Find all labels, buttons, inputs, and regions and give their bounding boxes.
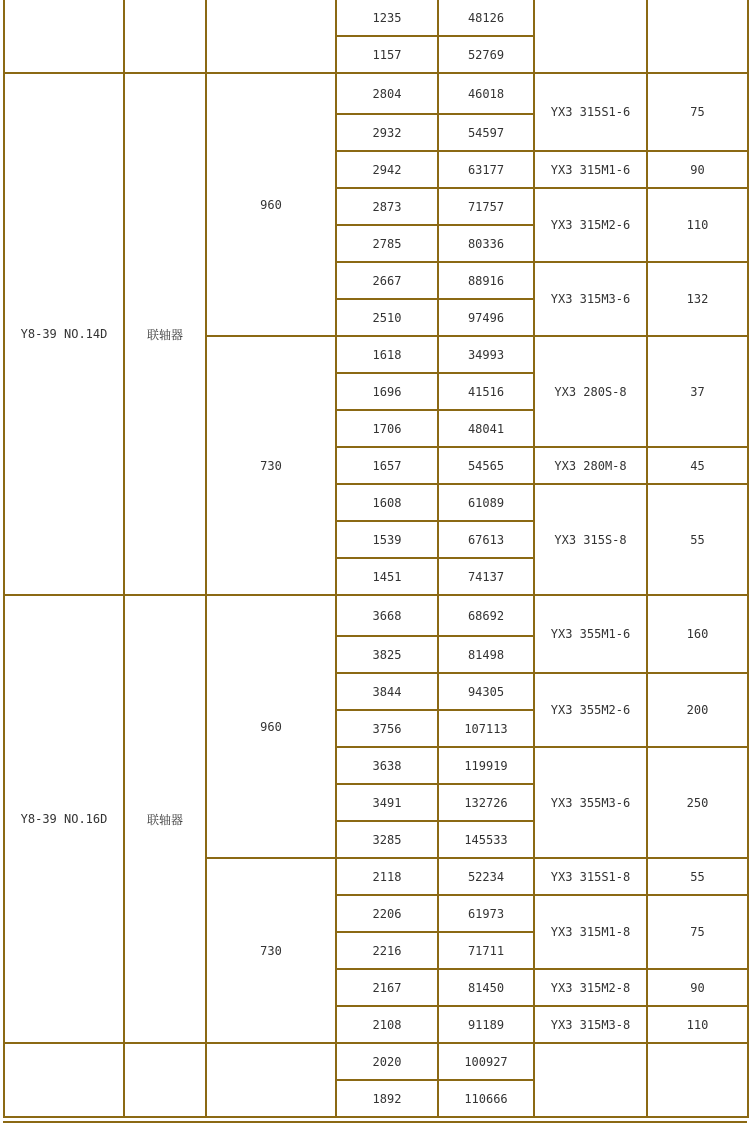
- flow-cell: 1696: [336, 373, 438, 410]
- pressure-cell: 107113: [438, 710, 534, 747]
- speed-cell: 960: [206, 595, 336, 858]
- motor-model-cell: [534, 1043, 647, 1117]
- table-body: [4, 0, 748, 1117]
- motor-model-cell: YX3 315M2-8: [534, 969, 647, 1006]
- pressure-cell: 74137: [438, 558, 534, 595]
- motor-power-cell: [647, 1043, 748, 1117]
- drive-type-cell: [124, 1043, 206, 1117]
- pressure-cell: 46018: [438, 73, 534, 114]
- flow-cell: 2667: [336, 262, 438, 299]
- table-row: [4, 0, 748, 36]
- motor-power-cell: 45: [647, 447, 748, 484]
- motor-model-cell: YX3 315S1-6: [534, 73, 647, 151]
- pressure-cell: 110666: [438, 1080, 534, 1117]
- flow-cell: 2216: [336, 932, 438, 969]
- pressure-cell: 61973: [438, 895, 534, 932]
- motor-model-cell: YX3 315M2-6: [534, 188, 647, 262]
- motor-power-cell: 110: [647, 1006, 748, 1043]
- flow-cell: 2873: [336, 188, 438, 225]
- model-cell: Y8-39 NO.16D: [4, 595, 124, 1043]
- flow-cell: 2167: [336, 969, 438, 1006]
- motor-model-cell: YX3 315S-8: [534, 484, 647, 595]
- flow-cell: 2510: [336, 299, 438, 336]
- speed-cell: 730: [206, 858, 336, 1043]
- motor-model-cell: YX3 315M1-6: [534, 151, 647, 188]
- motor-model-cell: YX3 355M1-6: [534, 595, 647, 673]
- table-bottom-edge: [3, 1121, 747, 1123]
- pressure-cell: 48041: [438, 410, 534, 447]
- pressure-cell: 97496: [438, 299, 534, 336]
- pressure-cell: 81498: [438, 636, 534, 673]
- motor-power-cell: 200: [647, 673, 748, 747]
- pressure-cell: 119919: [438, 747, 534, 784]
- fan-spec-table: [3, 0, 749, 1118]
- flow-cell: 1451: [336, 558, 438, 595]
- motor-power-cell: 75: [647, 895, 748, 969]
- motor-model-cell: YX3 315M3-6: [534, 262, 647, 336]
- table-row: [4, 1043, 748, 1080]
- flow-cell: 1706: [336, 410, 438, 447]
- pressure-cell: 52234: [438, 858, 534, 895]
- flow-cell: 2932: [336, 114, 438, 151]
- flow-cell: 1618: [336, 336, 438, 373]
- pressure-cell: 81450: [438, 969, 534, 1006]
- flow-cell: 3844: [336, 673, 438, 710]
- pressure-cell: 100927: [438, 1043, 534, 1080]
- pressure-cell: 48126: [438, 0, 534, 36]
- motor-power-cell: 110: [647, 188, 748, 262]
- flow-cell: 1657: [336, 447, 438, 484]
- speed-cell: 730: [206, 336, 336, 595]
- motor-power-cell: 160: [647, 595, 748, 673]
- flow-cell: 2206: [336, 895, 438, 932]
- pressure-cell: 41516: [438, 373, 534, 410]
- motor-power-cell: 132: [647, 262, 748, 336]
- flow-cell: 2118: [336, 858, 438, 895]
- model-cell: [4, 1043, 124, 1117]
- motor-power-cell: 55: [647, 858, 748, 895]
- pressure-cell: 80336: [438, 225, 534, 262]
- flow-cell: 2785: [336, 225, 438, 262]
- pressure-cell: 68692: [438, 595, 534, 636]
- pressure-cell: 71757: [438, 188, 534, 225]
- motor-model-cell: YX3 355M3-6: [534, 747, 647, 858]
- motor-model-cell: YX3 315M1-8: [534, 895, 647, 969]
- flow-cell: 2804: [336, 73, 438, 114]
- model-cell: Y8-39 NO.14D: [4, 73, 124, 595]
- pressure-cell: 94305: [438, 673, 534, 710]
- pressure-cell: 52769: [438, 36, 534, 73]
- speed-cell: 960: [206, 73, 336, 336]
- flow-cell: 2942: [336, 151, 438, 188]
- motor-model-cell: YX3 280S-8: [534, 336, 647, 447]
- flow-cell: 1157: [336, 36, 438, 73]
- motor-model-cell: YX3 315S1-8: [534, 858, 647, 895]
- motor-power-cell: 37: [647, 336, 748, 447]
- flow-cell: 3668: [336, 595, 438, 636]
- pressure-cell: 63177: [438, 151, 534, 188]
- flow-cell: 3756: [336, 710, 438, 747]
- speed-cell: [206, 0, 336, 73]
- flow-cell: 2020: [336, 1043, 438, 1080]
- motor-power-cell: 90: [647, 151, 748, 188]
- pressure-cell: 91189: [438, 1006, 534, 1043]
- motor-model-cell: YX3 355M2-6: [534, 673, 647, 747]
- table-row: [4, 595, 748, 636]
- motor-model-cell: YX3 280M-8: [534, 447, 647, 484]
- speed-cell: [206, 1043, 336, 1117]
- motor-power-cell: 90: [647, 969, 748, 1006]
- flow-cell: 3491: [336, 784, 438, 821]
- flow-cell: 1608: [336, 484, 438, 521]
- flow-cell: 1892: [336, 1080, 438, 1117]
- pressure-cell: 54597: [438, 114, 534, 151]
- motor-model-cell: [534, 0, 647, 73]
- flow-cell: 2108: [336, 1006, 438, 1043]
- pressure-cell: 145533: [438, 821, 534, 858]
- flow-cell: 1235: [336, 0, 438, 36]
- motor-model-cell: YX3 315M3-8: [534, 1006, 647, 1043]
- pressure-cell: 34993: [438, 336, 534, 373]
- table-row: [4, 73, 748, 114]
- drive-type-cell: [124, 0, 206, 73]
- flow-cell: 1539: [336, 521, 438, 558]
- pressure-cell: 71711: [438, 932, 534, 969]
- motor-power-cell: 55: [647, 484, 748, 595]
- flow-cell: 3638: [336, 747, 438, 784]
- motor-power-cell: [647, 0, 748, 73]
- motor-power-cell: 75: [647, 73, 748, 151]
- pressure-cell: 67613: [438, 521, 534, 558]
- drive-type-cell: 联轴器: [124, 595, 206, 1043]
- flow-cell: 3825: [336, 636, 438, 673]
- flow-cell: 3285: [336, 821, 438, 858]
- pressure-cell: 61089: [438, 484, 534, 521]
- pressure-cell: 88916: [438, 262, 534, 299]
- drive-type-cell: 联轴器: [124, 73, 206, 595]
- pressure-cell: 54565: [438, 447, 534, 484]
- pressure-cell: 132726: [438, 784, 534, 821]
- motor-power-cell: 250: [647, 747, 748, 858]
- model-cell: [4, 0, 124, 73]
